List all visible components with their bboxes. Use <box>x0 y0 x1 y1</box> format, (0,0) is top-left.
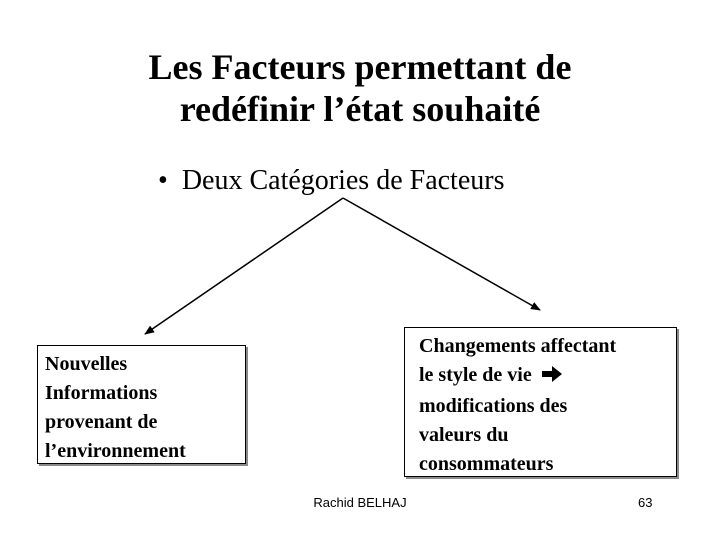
arrow-to-right-box <box>343 198 540 310</box>
page-number: 63 <box>638 495 653 510</box>
bullet-text: Deux Catégories de Facteurs <box>181 165 505 196</box>
factor-box-lifestyle-changes <box>404 327 677 477</box>
box-line: consommateurs <box>419 453 554 475</box>
box-line: Changements affectant <box>419 335 617 357</box>
footer-author: Rachid BELHAJ <box>313 495 407 510</box>
box-line: valeurs du <box>419 424 509 446</box>
factor-box-new-information <box>37 345 246 464</box>
box-line: l’environnement <box>45 440 186 462</box>
box-line: modifications des <box>419 395 568 417</box>
box-line-with-arrow <box>419 361 676 392</box>
bullet-dot: • <box>158 165 168 196</box>
right-arrow-icon <box>541 363 563 392</box>
title-line-2: redéfinir l’état souhaité <box>179 89 541 129</box>
box-line-text: le style de vie <box>419 364 532 386</box>
arrow-to-left-box <box>145 198 343 334</box>
box-line: Nouvelles <box>45 353 128 375</box>
box-line: Informations <box>45 382 158 404</box>
title-line-1: Les Facteurs permettant de <box>148 47 572 87</box>
box-line: provenant de <box>45 411 158 433</box>
